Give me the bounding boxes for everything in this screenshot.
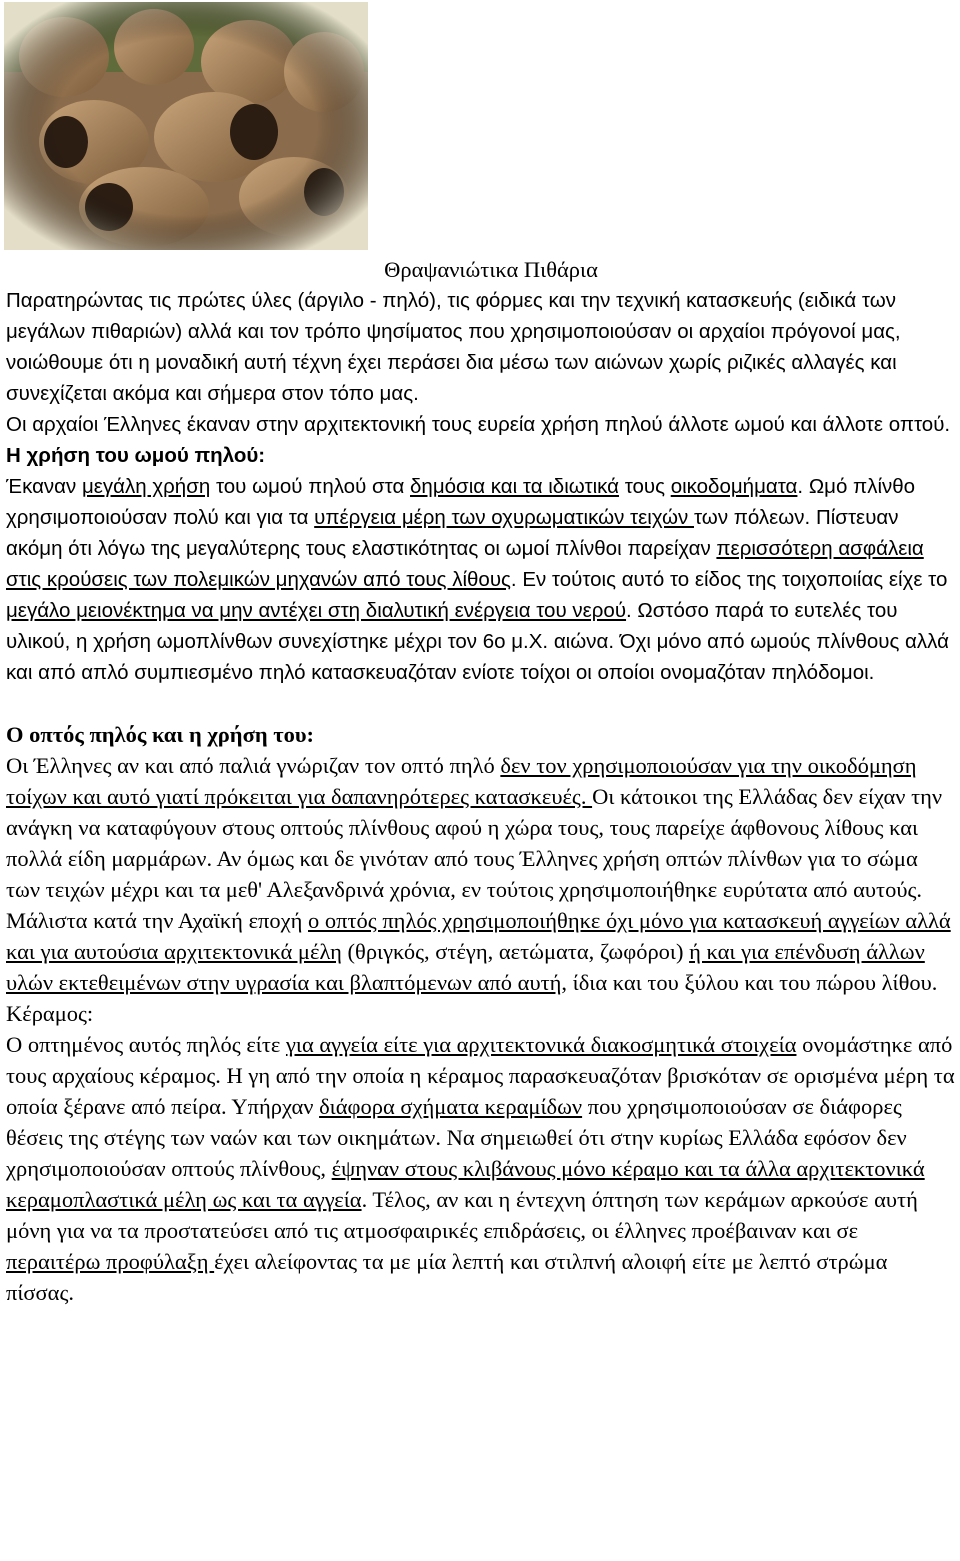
text-run: των πόλεων. Πίστευαν ακόμη ότι λόγω της μεγαλύτερης τους ελαστικότητας οι ωμοί πλίνθοι παρείχαν	[6, 506, 899, 560]
pithoi-icon	[4, 2, 368, 250]
ceramos-heading: Κέραμος:	[6, 1001, 94, 1026]
text-run: ονομάστηκε από τους αρχαίους κέραμος. Η γη από την οποία η κέραμος παρασκευαζόταν βρισκόταν σε ορισμένα μέρη τα οποία ξέρανε από πείρα. Υπήρχαν	[6, 1032, 955, 1119]
text-run: , ίδια και του ξύλου και του πώρου λίθου.	[561, 970, 938, 995]
text-run: Ο οπτημένος αυτός πηλός είτε	[6, 1032, 286, 1057]
underlined-phrase: έψηναν στους κλιβάνους μόνο κέραμο και τα άλλα αρχιτεκτονικά κεραμοπλαστικά μέλη ως και τα αγγεία	[6, 1156, 925, 1212]
text-run: . Εν τούτοις αυτό το είδος της τοιχοποιίας είχε το	[510, 568, 948, 591]
underlined-phrase: μεγάλη χρήση	[81, 475, 211, 498]
text-run: Οι Έλληνες αν και από παλιά γνώριζαν τον οπτό πηλό	[6, 753, 501, 778]
article	[6, 254, 956, 1308]
raw-clay-heading: Η χρήση του ωμού πηλού:	[6, 444, 266, 467]
text-run: . Τέλος, αν και η έντεχνη όπτηση των κεράμων αρκούσε αυτή μόνη για να τα προστατεύσει από τις ατμοσφαιρικές επιδράσεις, οι έλληνες προέβαιναν και σε	[6, 1187, 918, 1243]
text-run: Οι κάτοικοι της Ελλάδας δεν είχαν την ανάγκη να καταφύγουν στους οπτούς πλίνθους αφού η χώρα τους, τους παρείχε άφθονους λίθους και πολλά είδη μαρμάρων. Αν όμως και δε γινόταν από τους Έλληνες χρήση οπτών πλίνθων για το σώμα των τειχών μέχρι και τα μεθ' Αλεξανδρινά χρόνια, εν τούτοις χρησιμοποιήθηκε ευρύτατα από αυτούς. Μάλιστα κατά την Αχαϊκή εποχή	[6, 784, 943, 933]
fired-clay-heading: Ο οπτός πηλός και η χρήση του:	[6, 722, 315, 747]
text-run: . Ωμό πλίνθο χρησιμοποιούσαν πολύ και για τα	[6, 475, 916, 529]
intro-paragraph-2: Οι αρχαίοι Έλληνες έκαναν στην αρχιτεκτονική τους ευρεία χρήση πηλού άλλοτε ωμού και άλλοτε οπτού.	[6, 413, 951, 436]
underlined-phrase: διάφορα σχήματα κεραμίδων	[319, 1094, 583, 1119]
underlined-phrase: ο οπτός πηλός χρησιμοποιήθηκε όχι μόνο για κατασκευή αγγείων αλλά και για αυτούσια αρχιτεκτονικά μέλη	[6, 908, 951, 964]
underlined-phrase: ή και για επένδυση άλλων υλών εκτεθειμένων στην υγρασία και βλαπτόμενων από αυτή	[6, 939, 925, 995]
text-run: του ωμού πηλού στα	[210, 475, 411, 498]
spacer	[6, 688, 956, 719]
ceramos-paragraph	[6, 1029, 956, 1308]
text-run: έχει αλείφοντας τα με μία λεπτή και στιλπνή αλοιφή είτε με λεπτό στρώμα πίσσας.	[6, 1249, 888, 1305]
text-run: Έκαναν	[6, 475, 82, 498]
page-title: Θραψανιώτικα Πιθάρια	[384, 257, 598, 282]
underlined-phrase: οικοδομήματα	[670, 475, 798, 498]
underlined-phrase: υπέργεια μέρη των οχυρωματικών τειχών	[314, 506, 694, 529]
text-run: που χρησιμοποιούσαν σε διάφορες θέσεις της στέγης των ναών και των οικημάτων. Να σημειωθεί ότι στην κυρίως Ελλάδα εφόσον δεν χρησιμοποιούσαν οπτούς πλίνθους,	[6, 1094, 907, 1181]
fired-clay-paragraph	[6, 750, 956, 998]
underlined-phrase: για αγγεία είτε για αρχιτεκτονικά διακοσμητικά στοιχεία	[285, 1032, 797, 1057]
underlined-phrase: δεν τον χρησιμοποιούσαν για την οικοδόμηση τοίχων και αυτό γιατί πρόκειται για δαπανηρότερες κατασκευές.	[6, 753, 917, 809]
text-run: τους	[619, 475, 671, 498]
underlined-phrase: μεγάλο μειονέκτημα να μην αντέχει στη διαλυτική ενέργεια του νερού	[6, 599, 627, 622]
pithoi-photo	[4, 2, 368, 250]
underlined-phrase: περαιτέρω προφύλαξη	[6, 1249, 215, 1274]
raw-clay-paragraph	[6, 471, 956, 688]
text-run: (θριγκός, στέγη, αετώματα, ζωφόροι)	[341, 939, 690, 964]
text-run: . Ωστόσο παρά το ευτελές του υλικού, η χρήση ωμοπλίνθων συνεχίστηκε μέχρι τον 6ο μ.Χ. αιώνα. Όχι μόνο από ωμούς πλίνθους αλλά και από απλό συμπιεσμένο πηλό κατασκευαζόταν ενίοτε τοίχοι οι οποίοι ονομαζόταν πηλόδομοι.	[6, 599, 949, 684]
underlined-phrase: δημόσια και τα ιδιωτικά	[410, 475, 619, 498]
underlined-phrase: περισσότερη ασφάλεια στις κρούσεις των πολεμικών μηχανών από τους λίθους	[6, 537, 924, 591]
intro-paragraph-1: Παρατηρώντας τις πρώτες ύλες (άργιλο - πηλό), τις φόρμες και την τεχνική κατασκευής (ειδικά των μεγάλων πιθαριών) αλλά και τον τρόπο ψησίματος που χρησιμοποιούσαν οι αρχαίοι πρόγονοί μας, νοιώθουμε ότι η μοναδική αυτή τέχνη έχει περάσει δια μέσω των αιώνων χωρίς ριζικές αλλαγές και συνεχίζεται ακόμα και σήμερα στον τόπο μας.	[6, 289, 901, 405]
